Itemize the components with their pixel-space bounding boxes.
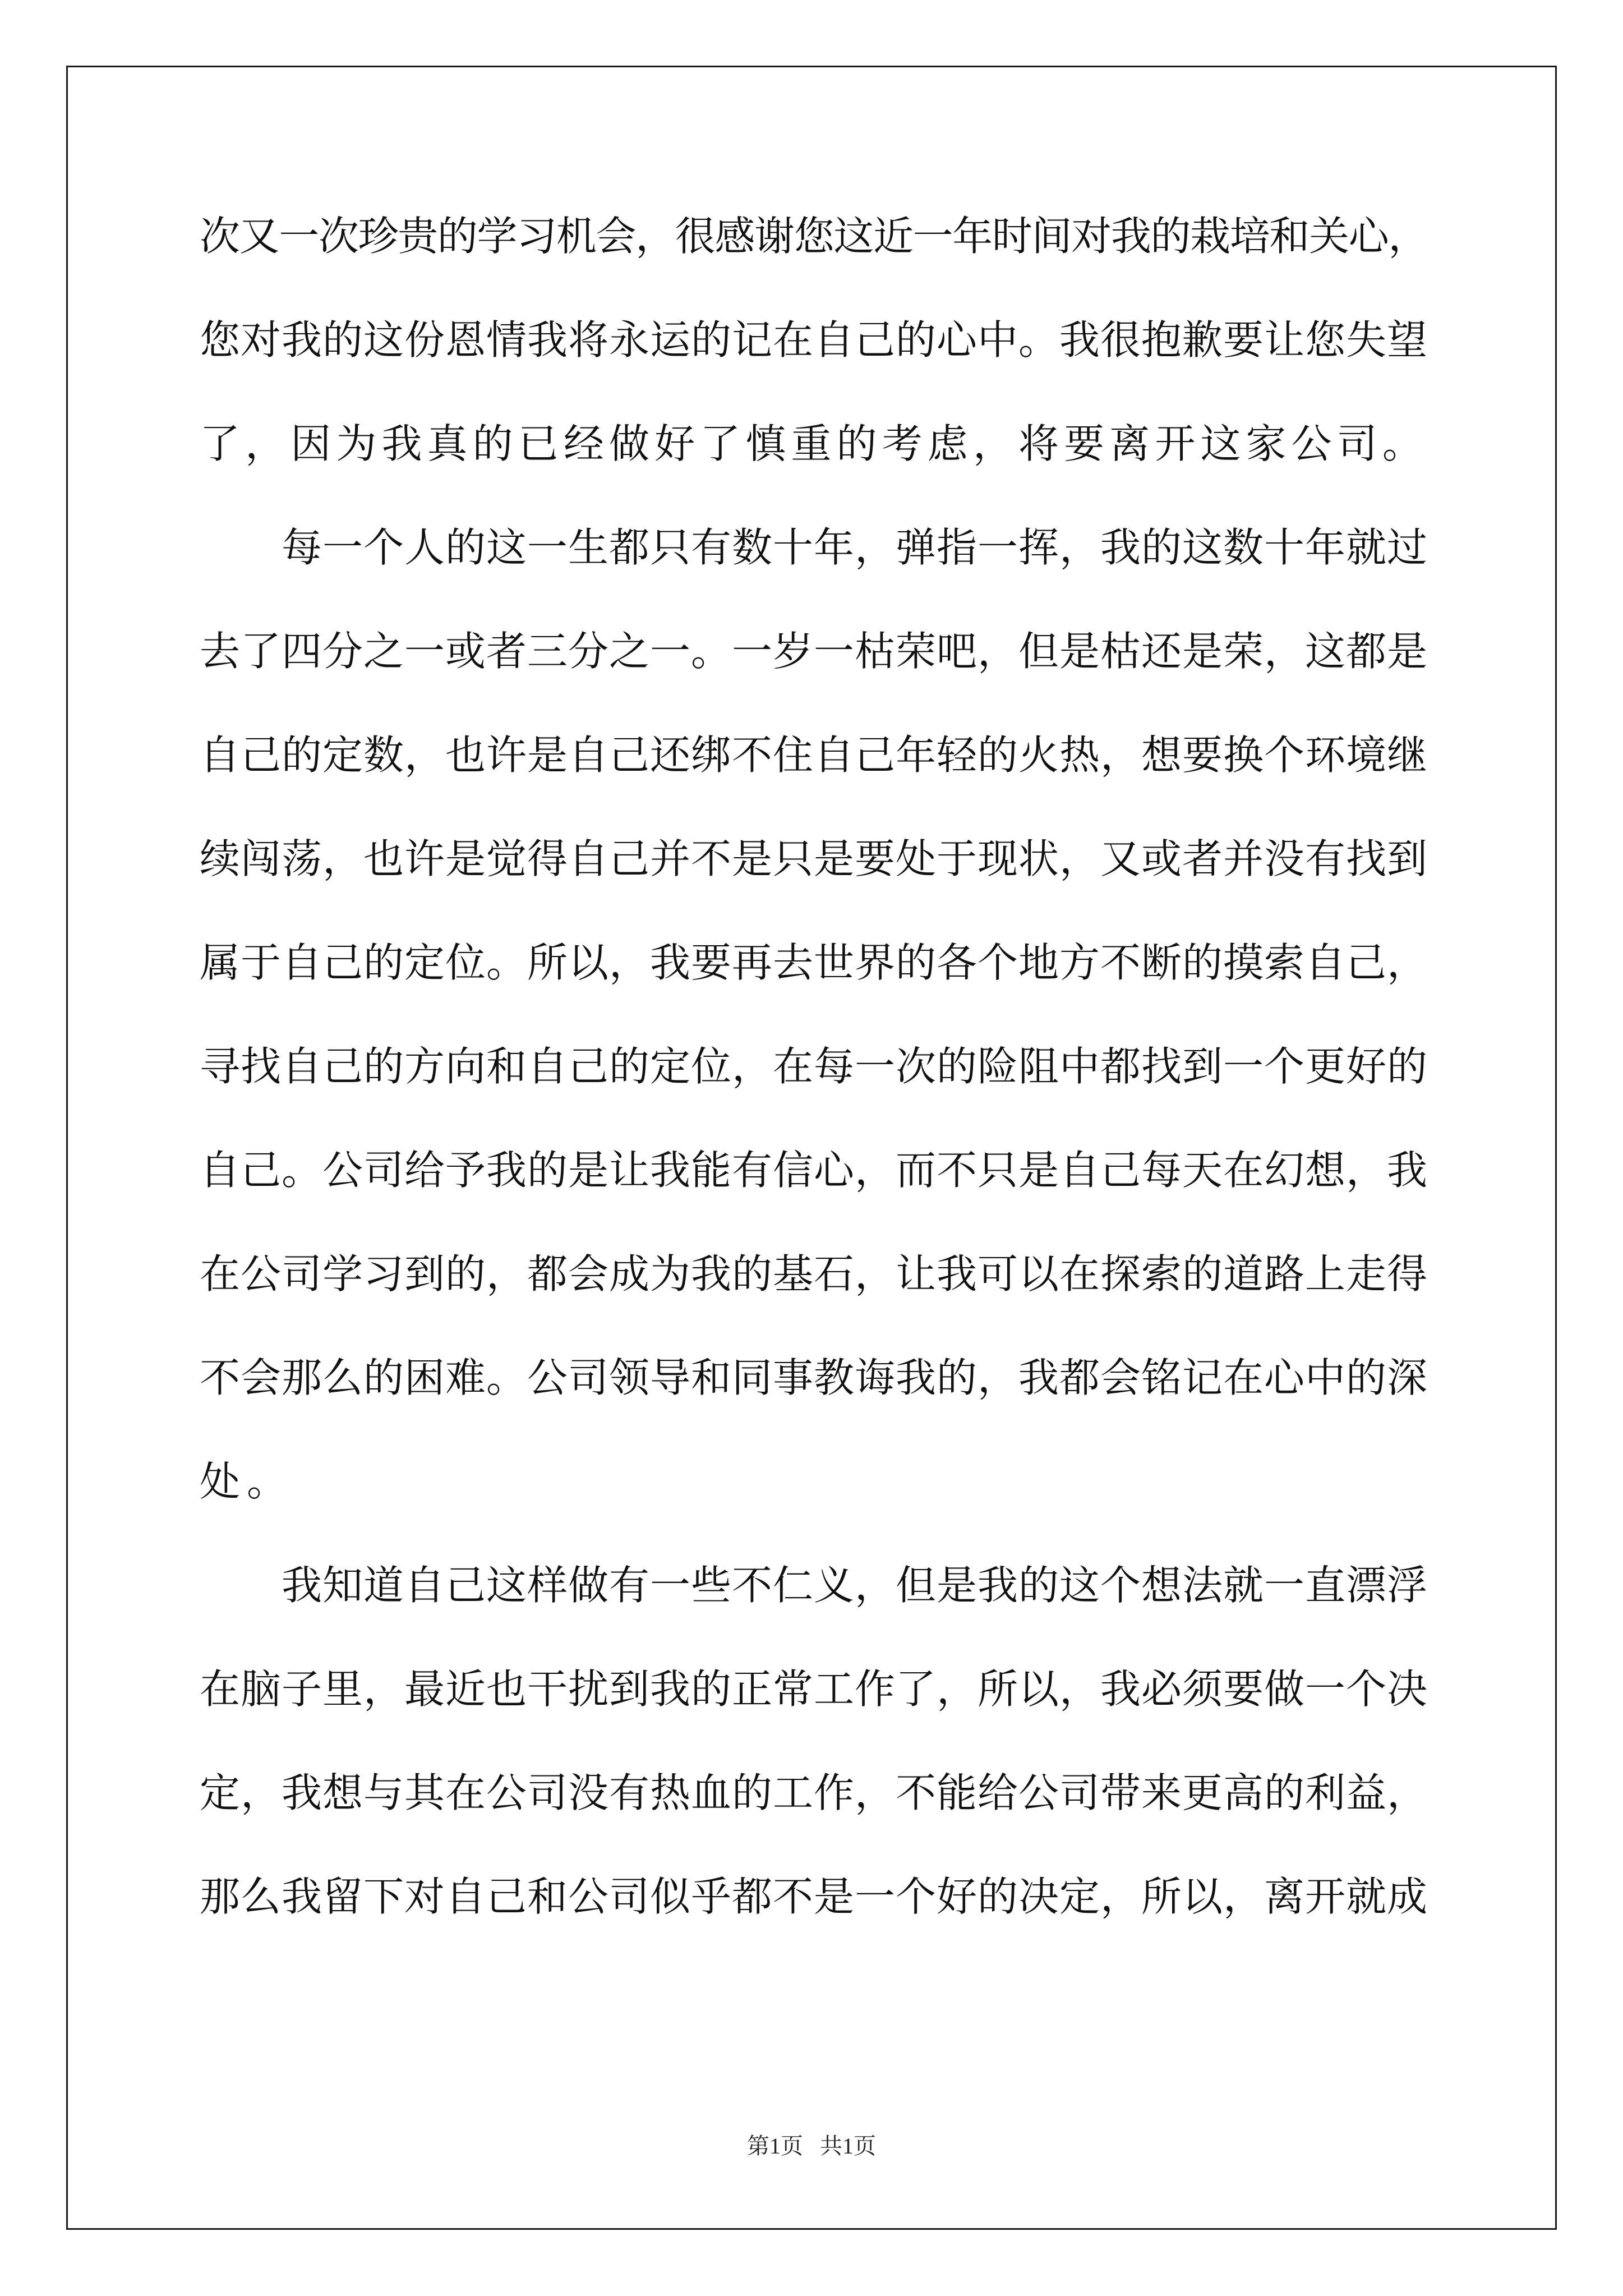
text-line: 您对我的这份恩情我将永运的记在自己的心中。我很抱歉要让您失望 bbox=[200, 316, 1428, 364]
text-line: 每一个人的这一生都只有数十年，弹指一挥，我的这数十年就过 bbox=[200, 524, 1428, 571]
page-number: 第1页 bbox=[747, 2133, 803, 2159]
text-line: 续闯荡，也许是觉得自己并不是只是要处于现状，又或者并没有找到 bbox=[200, 835, 1428, 882]
text-line: 属于自己的定位。所以，我要再去世界的各个地方不断的摸索自己， bbox=[200, 939, 1428, 986]
text-line: 那么我留下对自己和公司似乎都不是一个好的决定，所以，离开就成 bbox=[200, 1873, 1428, 1920]
text-line: 自己。公司给予我的是让我能有信心，而不只是自己每天在幻想，我 bbox=[200, 1147, 1428, 1194]
text-line: 我知道自己这样做有一些不仁义，但是我的这个想法就一直漂浮 bbox=[200, 1562, 1428, 1609]
text-line: 在脑子里，最近也干扰到我的正常工作了，所以，我必须要做一个决 bbox=[200, 1665, 1428, 1713]
page-total: 共1页 bbox=[820, 2133, 876, 2159]
text-line: 自己的定数，也许是自己还绑不住自己年轻的火热，想要换个环境继 bbox=[200, 731, 1428, 779]
page-footer bbox=[0, 2133, 1623, 2160]
text-line: 定，我想与其在公司没有热血的工作，不能给公司带来更高的利益， bbox=[200, 1769, 1428, 1816]
text-line: 去了四分之一或者三分之一。一岁一枯荣吧，但是枯还是荣，这都是 bbox=[200, 628, 1428, 675]
text-line: 寻找自己的方向和自己的定位，在每一次的险阻中都找到一个更好的 bbox=[200, 1043, 1428, 1090]
text-line: 不会那么的困难。公司领导和同事教诲我的，我都会铭记在心中的深 bbox=[200, 1354, 1428, 1401]
text-line: 了，因为我真的已经做好了慎重的考虑，将要离开这家公司。 bbox=[200, 420, 1428, 467]
text-line: 处。 bbox=[200, 1458, 294, 1505]
text-line: 次又一次珍贵的学习机会，很感谢您这近一年时间对我的栽培和关心， bbox=[200, 213, 1428, 260]
text-line: 在公司学习到的，都会成为我的基石，让我可以在探索的道路上走得 bbox=[200, 1250, 1428, 1297]
